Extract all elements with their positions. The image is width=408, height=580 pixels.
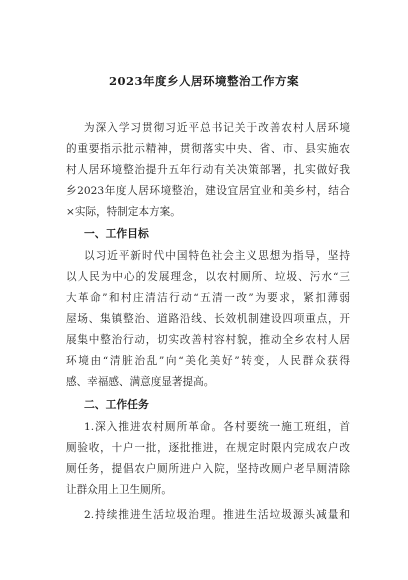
section1-line-4: 屋场、集镇整治、道路沿线、长效机制建设四项重点，开 bbox=[66, 313, 350, 325]
section-heading-tasks: 二、工作任务 bbox=[84, 398, 149, 411]
section1-line-2: 以人民为中心的发展理念，以农村厕所、垃圾、污水“三 bbox=[66, 271, 350, 283]
intro-line-4: 乡2023年度人居环境整治，建设宜居宜业和美乡村，结合 bbox=[66, 185, 350, 197]
section1-line-3: 大革命”和村庄清洁行动“五清一改”为要求，紧扣薄弱 bbox=[66, 292, 350, 304]
section1-line-5: 展集中整治行动，切实改善村容村貌，推动全乡农村人居 bbox=[66, 334, 350, 346]
document-title: 2023年度乡人居环境整治工作方案 bbox=[108, 74, 299, 88]
section2-item1-line-2: 厕验收，十户一批，逐批推进，在规定时限内完成农户改 bbox=[66, 442, 350, 454]
section1-line-1: 以习近平新时代中国特色社会主义思想为指导，坚持 bbox=[84, 250, 350, 262]
section2-item1-line-3: 厕任务，提倡农户厕所进户入院，坚持改厕户老旱厕清除 bbox=[66, 463, 350, 475]
section-heading-goals: 一、工作目标 bbox=[84, 227, 149, 240]
section2-item2-line-1: 2.持续推进生活垃圾治理。推进生活垃圾源头减量和 bbox=[84, 509, 350, 521]
intro-line-2: 的重要指示批示精神，贯彻落实中央、省、市、县实施农 bbox=[66, 143, 350, 155]
intro-line-3: 村人居环境整治提升五年行动有关决策部署，扎实做好我 bbox=[66, 164, 350, 176]
intro-line-5: ×实际，特制定本方案。 bbox=[66, 206, 181, 218]
section1-line-7: 感、幸福感、满意度显著提高。 bbox=[66, 376, 215, 388]
section2-item1-line-1: 1.深入推进农村厕所革命。各村要统一施工班组，首 bbox=[84, 421, 350, 433]
intro-line-1: 为深入学习贯彻习近平总书记关于改善农村人居环境 bbox=[84, 122, 350, 134]
section1-line-6: 环境由“清脏治乱”向“美化美好”转变，人民群众获得 bbox=[66, 355, 350, 367]
section2-item1-line-4: 让群众用上卫生厕所。 bbox=[66, 484, 172, 496]
